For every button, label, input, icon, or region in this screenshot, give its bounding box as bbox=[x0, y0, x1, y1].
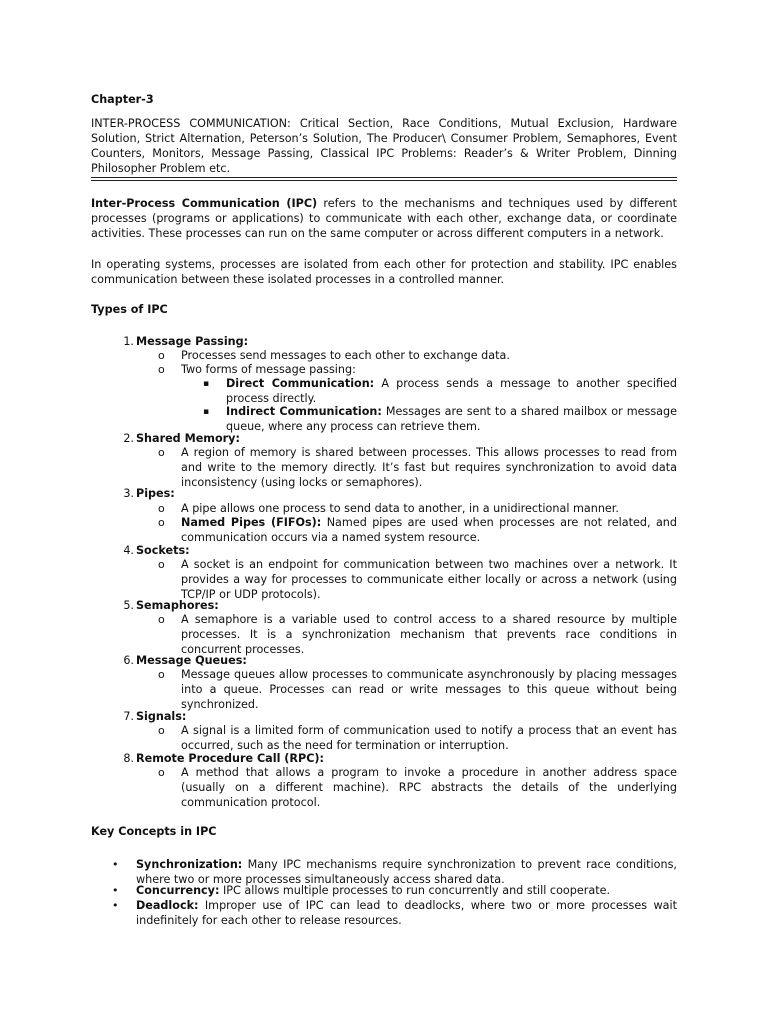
type-point-term: Named Pipes (FIFOs): bbox=[181, 516, 322, 529]
type-point: Processes send messages to each other to exchange data. bbox=[181, 349, 510, 362]
dot-bullet: • bbox=[112, 858, 119, 871]
chapter-label: Chapter-3 bbox=[91, 93, 154, 106]
key-concept bbox=[136, 883, 677, 898]
type-point bbox=[181, 515, 677, 545]
type-point: Message queues allow processes to communicate asynchronously by placing messages into a queue. Processes can read or write messages to this queue without being synchronized. bbox=[181, 668, 677, 711]
list-number: 5. bbox=[123, 599, 134, 612]
list-number: 8. bbox=[123, 752, 134, 765]
key-concept-term: Synchronization: bbox=[136, 858, 243, 871]
square-bullet: ▪ bbox=[203, 379, 210, 389]
sub-point-text: Messages are sent to a shared mailbox or message queue, where any process can retrieve them. bbox=[226, 405, 677, 433]
circle-bullet: o bbox=[158, 766, 165, 779]
type-point: A pipe allows one process to send data to another, in a unidirectional manner. bbox=[181, 502, 619, 515]
sub-point-text: A process sends a message to another specified process directly. bbox=[226, 377, 677, 405]
type-point: Two forms of message passing: bbox=[181, 363, 356, 376]
circle-bullet: o bbox=[158, 349, 165, 362]
chapter-syllabus: INTER-PROCESS COMMUNICATION: Critical Section, Race Conditions, Mutual Exclusion, Hardware Solution, Strict Alternation, Peterson’s Solution, The Producer\ Consumer Problem, Semaphores, Event Counters, Monitors, Message Passing, Classical IPC Problems: Reader’s & Writer Problem, Dinning Philosopher Problem etc. bbox=[91, 117, 677, 175]
sub-point bbox=[226, 404, 677, 434]
key-concept-text: Improper use of IPC can lead to deadlocks, where two or more processes wait indefinitely for each other to release resources. bbox=[136, 899, 677, 927]
type-point: A semaphore is a variable used to control access to a shared resource by multiple processes. It is a synchronization mechanism that prevents race conditions in concurrent processes. bbox=[181, 613, 677, 656]
type-title: Pipes: bbox=[136, 487, 175, 500]
intro-term: Inter-Process Communication (IPC) bbox=[91, 197, 318, 210]
dot-bullet: • bbox=[112, 899, 119, 912]
type-point: A method that allows a program to invoke a procedure in another address space (usually on a different machine). RPC abstracts the details of the underlying communication protocol. bbox=[181, 766, 677, 809]
list-number: 7. bbox=[123, 710, 134, 723]
circle-bullet: o bbox=[158, 558, 165, 571]
sub-point bbox=[226, 376, 677, 406]
circle-bullet: o bbox=[158, 516, 165, 529]
type-title: Semaphores: bbox=[136, 599, 219, 612]
sub-point-term: Direct Communication: bbox=[226, 377, 375, 390]
key-concept-text: IPC allows multiple processes to run concurrently and still cooperate. bbox=[219, 884, 611, 897]
double-rule-bottom bbox=[91, 180, 677, 181]
square-bullet: ▪ bbox=[203, 407, 210, 417]
key-concept-term: Concurrency: bbox=[136, 884, 220, 897]
types-heading: Types of IPC bbox=[91, 303, 168, 316]
circle-bullet: o bbox=[158, 668, 165, 681]
type-point: A socket is an endpoint for communication between two machines over a network. It provides a way for processes to communicate either locally or across a network (using TCP/IP or UDP protocols). bbox=[181, 558, 677, 601]
double-rule-top bbox=[91, 177, 677, 178]
circle-bullet: o bbox=[158, 446, 165, 459]
list-number: 6. bbox=[123, 654, 134, 667]
type-title: Signals: bbox=[136, 710, 187, 723]
list-number: 2. bbox=[123, 432, 134, 445]
isolation-paragraph: In operating systems, processes are isolated from each other for protection and stability. IPC enables communication between these isolated processes in a controlled manner. bbox=[91, 258, 677, 286]
list-number: 3. bbox=[123, 487, 134, 500]
list-number: 1. bbox=[123, 335, 134, 348]
key-concept-term: Deadlock: bbox=[136, 899, 199, 912]
intro-paragraph bbox=[91, 196, 677, 241]
circle-bullet: o bbox=[158, 724, 165, 737]
circle-bullet: o bbox=[158, 502, 165, 515]
type-title: Remote Procedure Call (RPC): bbox=[136, 752, 325, 765]
sub-point-term: Indirect Communication: bbox=[226, 405, 382, 418]
key-concepts-heading: Key Concepts in IPC bbox=[91, 825, 217, 838]
type-title: Shared Memory: bbox=[136, 432, 240, 445]
dot-bullet: • bbox=[112, 884, 119, 897]
type-title: Message Passing: bbox=[136, 335, 249, 348]
type-title: Message Queues: bbox=[136, 654, 247, 667]
type-point: A region of memory is shared between processes. This allows processes to read from and write to the memory directly. It’s fast but requires synchronization to avoid data inconsistency (using locks or semaphores). bbox=[181, 446, 677, 489]
intro-text: refers to the mechanisms and techniques used by different processes (programs or applications) to communicate with each other, exchange data, or coordinate activities. These processes can run on the same computer or across different computers in a network. bbox=[91, 197, 677, 240]
list-number: 4. bbox=[123, 544, 134, 557]
key-concept bbox=[136, 898, 677, 928]
circle-bullet: o bbox=[158, 613, 165, 626]
type-title: Sockets: bbox=[136, 544, 190, 557]
type-point: A signal is a limited form of communication used to notify a process that an event has occurred, such as the need for termination or interruption. bbox=[181, 724, 677, 752]
key-concept-text: Many IPC mechanisms require synchronization to prevent race conditions, where two or more processes simultaneously access shared data. bbox=[136, 858, 677, 886]
type-point-text: Named pipes are used when processes are not related, and communication occurs via a named system resource. bbox=[181, 516, 678, 544]
circle-bullet: o bbox=[158, 363, 165, 376]
